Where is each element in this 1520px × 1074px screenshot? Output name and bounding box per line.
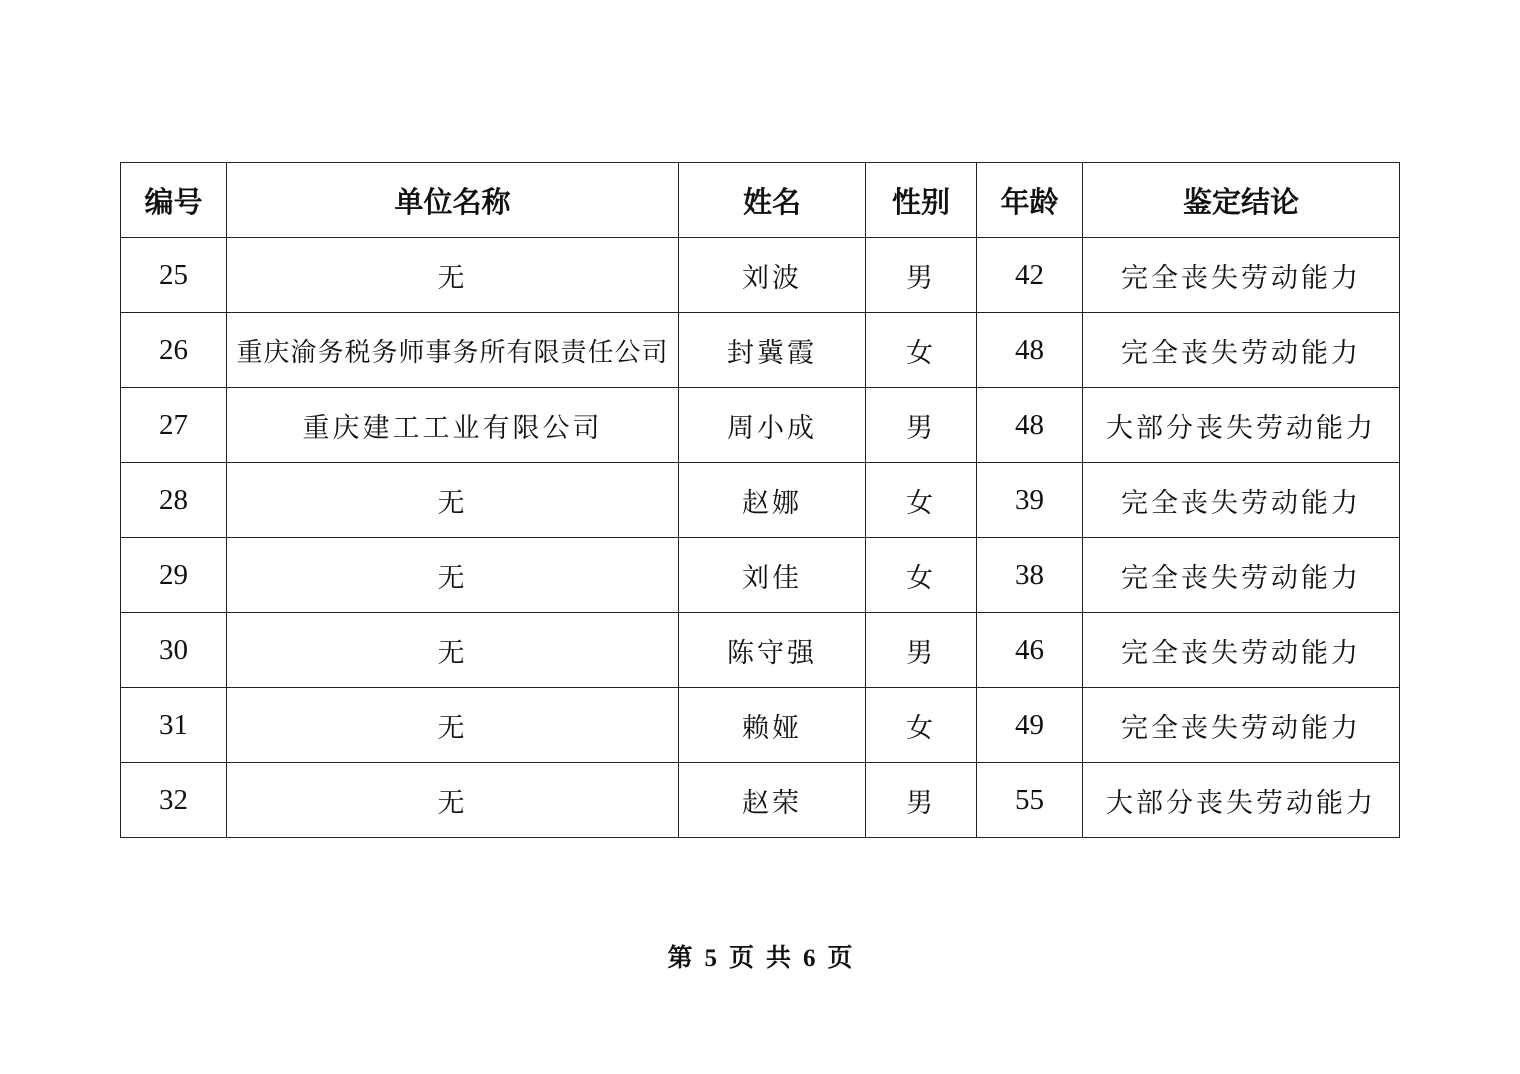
footer-total-word: 共: [766, 945, 792, 972]
footer-current-page: 5: [704, 945, 717, 972]
cell-name: 赖娅: [679, 688, 866, 763]
cell-unit: 无: [227, 688, 679, 763]
cell-id: 26: [121, 313, 227, 388]
cell-id: 25: [121, 238, 227, 313]
cell-name: 刘波: [679, 238, 866, 313]
cell-age: 55: [977, 763, 1083, 838]
table-row: [121, 463, 1400, 538]
cell-name: 封冀霞: [679, 313, 866, 388]
table-row: [121, 388, 1400, 463]
table-row: [121, 538, 1400, 613]
header-age: 年龄: [977, 163, 1083, 238]
cell-age: 46: [977, 613, 1083, 688]
table-row: [121, 763, 1400, 838]
cell-gender: 男: [866, 388, 977, 463]
cell-id: 29: [121, 538, 227, 613]
footer-page-word: 页: [728, 945, 754, 972]
footer-total-pages: 6: [803, 945, 816, 972]
cell-gender: 女: [866, 463, 977, 538]
cell-conclusion: 完全丧失劳动能力: [1083, 688, 1400, 763]
cell-conclusion: 完全丧失劳动能力: [1083, 238, 1400, 313]
cell-conclusion: 完全丧失劳动能力: [1083, 538, 1400, 613]
cell-age: 38: [977, 538, 1083, 613]
cell-gender: 女: [866, 688, 977, 763]
cell-unit: 无: [227, 238, 679, 313]
cell-name: 周小成: [679, 388, 866, 463]
cell-conclusion: 完全丧失劳动能力: [1083, 613, 1400, 688]
cell-gender: 女: [866, 538, 977, 613]
cell-name: 刘佳: [679, 538, 866, 613]
cell-gender: 男: [866, 763, 977, 838]
table-row: [121, 238, 1400, 313]
header-gender: 性别: [866, 163, 977, 238]
table-row: [121, 688, 1400, 763]
cell-unit: 重庆建工工业有限公司: [227, 388, 679, 463]
cell-id: 30: [121, 613, 227, 688]
footer-prefix: 第: [667, 945, 693, 972]
header-name: 姓名: [679, 163, 866, 238]
header-id: 编号: [121, 163, 227, 238]
cell-conclusion: 完全丧失劳动能力: [1083, 463, 1400, 538]
cell-age: 49: [977, 688, 1083, 763]
cell-name: 陈守强: [679, 613, 866, 688]
cell-name: 赵荣: [679, 763, 866, 838]
cell-id: 32: [121, 763, 227, 838]
cell-gender: 男: [866, 613, 977, 688]
cell-unit: 无: [227, 613, 679, 688]
page-footer: [0, 938, 1520, 974]
cell-unit: 无: [227, 763, 679, 838]
cell-conclusion: 完全丧失劳动能力: [1083, 313, 1400, 388]
cell-id: 28: [121, 463, 227, 538]
cell-gender: 男: [866, 238, 977, 313]
table-row: [121, 313, 1400, 388]
cell-id: 31: [121, 688, 227, 763]
cell-age: 48: [977, 388, 1083, 463]
cell-age: 42: [977, 238, 1083, 313]
cell-id: 27: [121, 388, 227, 463]
table-header-row: [121, 163, 1400, 238]
cell-gender: 女: [866, 313, 977, 388]
footer-suffix: 页: [827, 945, 853, 972]
appraisal-table: [120, 162, 1400, 838]
cell-unit: 无: [227, 463, 679, 538]
cell-conclusion: 大部分丧失劳动能力: [1083, 388, 1400, 463]
cell-conclusion: 大部分丧失劳动能力: [1083, 763, 1400, 838]
header-conclusion: 鉴定结论: [1083, 163, 1400, 238]
cell-age: 48: [977, 313, 1083, 388]
header-unit: 单位名称: [227, 163, 679, 238]
cell-unit: 无: [227, 538, 679, 613]
table-row: [121, 613, 1400, 688]
cell-unit: 重庆渝务税务师事务所有限责任公司: [227, 313, 679, 388]
cell-age: 39: [977, 463, 1083, 538]
cell-name: 赵娜: [679, 463, 866, 538]
